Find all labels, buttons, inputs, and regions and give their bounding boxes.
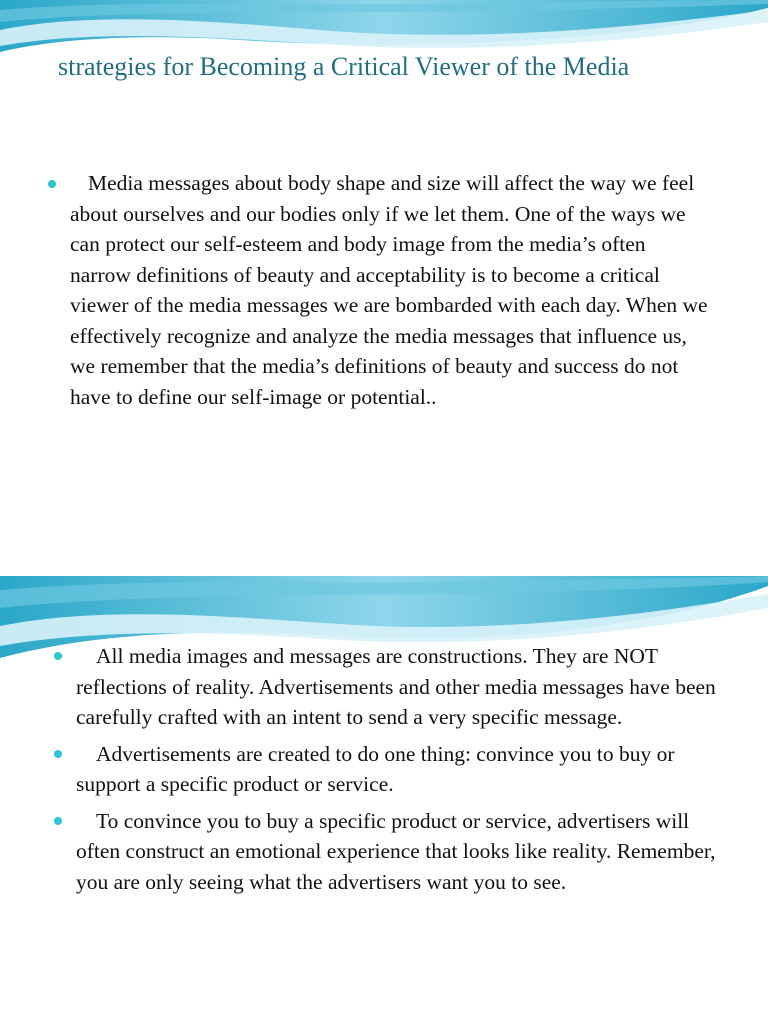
bullet-list [76,641,726,903]
bullet-icon [54,750,62,758]
slide-2 [0,576,768,1024]
list-item [76,806,726,898]
bullet-text: Media messages about body shape and size will affect the way we feel about ourselves and our bodies only if we let them. One of the ways we can protect our self-esteem and body image from the media’s often narrow definitions of beauty and acceptability is to become a critical viewer of the media messages we are bombarded with each day. When we effectively recognize and analyze the media messages that influence us, we remember that the media’s definitions of beauty and success do not have to define our self-image or potential.. [70,171,708,409]
bullet-icon [48,180,56,188]
bullet-list [70,168,710,412]
bullet-text: Advertisements are created to do one thing: convince you to buy or support a specific product or service. [76,741,675,796]
bullet-text: All media images and messages are constructions. They are NOT reflections of reality. Advertisements and other media messages have been carefully crafted with an intent to send a very specific message. [76,644,716,729]
bullet-icon [54,652,62,660]
bullet-text: To convince you to buy a specific product or service, advertisers will often construct an emotional experience that looks like reality. Remember, you are only seeing what the advertisers want you to see. [76,808,716,894]
bullet-icon [54,817,62,825]
list-item [76,641,726,733]
list-item [70,168,710,412]
list-item [76,739,726,800]
slide-title: strategies for Becoming a Critical Viewer of the Media [58,52,630,81]
